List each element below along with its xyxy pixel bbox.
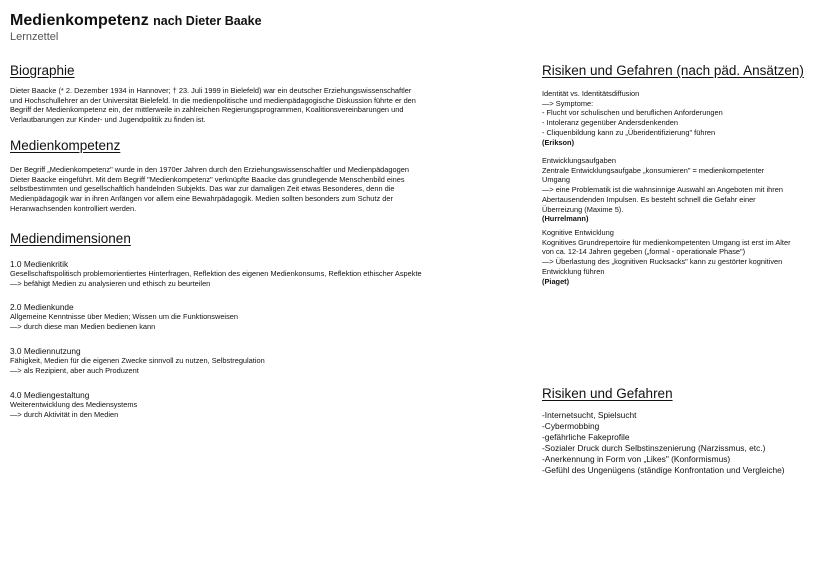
risk-block-line: —> Überlastung des „kognitiven Rucksacks" kann zu gestörter kognitiven (542, 257, 783, 267)
dimension-item (10, 346, 510, 375)
dimension-line: —> durch Aktivität in den Medien (10, 409, 119, 419)
heading-risiken: Risiken und Gefahren (542, 386, 673, 401)
heading-medienkompetenz: Medienkompetenz (10, 138, 121, 153)
risk-block-line: - Flucht vor schulischen und beruflichen Anforderungen (542, 108, 723, 118)
dimension-line: —> als Rezipient, aber auch Produzent (10, 365, 139, 375)
risk-block-author: (Hurrelmann) (542, 214, 589, 224)
list-item: -Anerkennung in Form von „Likes" (Konformismus) (542, 453, 731, 464)
risk-block-line: von ca. 12-14 Jahren gegeben („formal - operationale Phase") (542, 247, 746, 257)
risk-block-author: (Erikson) (542, 137, 575, 147)
list-item: -Internetsucht, Spielsucht (542, 410, 637, 420)
dimension-title: 4.0 Mediengestaltung (10, 390, 90, 400)
text-line: Heranwachsenden kontrolliert werden. (10, 203, 137, 213)
risk-block-piaget (542, 228, 824, 286)
text-line: selbstbestimmten und gesellschaftlich handelnden Subjekts. Das war zur damaligen Zeit etwas Besonderes, denn die (10, 184, 395, 194)
dimension-line: —> durch diese man Medien bedienen kann (10, 321, 156, 331)
dimension-title: 3.0 Mediennutzung (10, 346, 81, 356)
title-suffix: nach Dieter Baake (153, 14, 262, 28)
page-subtitle: Lernzettel (10, 31, 59, 43)
heading-biographie: Biographie (10, 63, 75, 78)
risiken-list (542, 410, 824, 475)
dimension-line: Gesellschaftspolitisch problemorientiertes Hinterfragen, Reflektion des eigenen Medienkonsums, Reflektion ethischer Aspekte (10, 269, 422, 278)
text-line: Verlautbarungen zur Kinder- und Jugendpolitik zu finden ist. (10, 115, 206, 125)
biographie-text (10, 86, 500, 125)
risk-block-line: Kognitives Grundrepertoire für medienkompetenten Umgang ist erst im Alter (542, 237, 791, 247)
risk-block-line: Entwicklung führen (542, 266, 605, 276)
text-line: Dieter Baacke (* 2. Dezember 1934 in Hannover; † 23. Juli 1999 in Bielefeld) war ein deutscher Erziehungswissenschaftler (10, 86, 412, 95)
dimension-line: —> befähigt Medien zu analysieren und ethisch zu beurteilen (10, 278, 211, 288)
risk-block-line: Zentrale Entwicklungsaufgabe „konsumieren" = medienkompetenter (542, 165, 765, 175)
dimension-item (10, 259, 510, 288)
text-line: Medienpädagogik war in ihren Anfängen vor allem eine Bewahrpädagogik. Medien sollten besonders zum Schutz der (10, 194, 393, 204)
dimension-item (10, 390, 510, 419)
dimension-item (10, 302, 510, 331)
risk-block-title: Identität vs. Identitätsdiffusion (542, 89, 640, 98)
risk-block-erikson (542, 89, 822, 147)
risk-block-hurrelmann (542, 156, 824, 224)
list-item: -Cybermobbing (542, 420, 600, 431)
list-item: -gefährliche Fakeprofile (542, 431, 630, 442)
page-title (10, 12, 262, 30)
text-line: Begriff der Medienkompetenz ein, der mittlerweile in zahlreichen Regierungsprogrammen, Koalitionsvereinbarungen und (10, 105, 404, 115)
risk-block-title: Kognitive Entwicklung (542, 228, 614, 237)
title-main: Medienkompetenz (10, 12, 149, 29)
text-line: und Hochschullehrer an der Universität Bielefeld. In die medienpolitische und medienpädagogische Diskussion führte er den (10, 95, 416, 105)
risk-block-line: —> eine Problematik ist die wahnsinnige Auswahl an Angeboten mit ihren (542, 185, 783, 195)
dimension-line: Fähigkeit, Medien für die eigenen Zwecke sinnvoll zu nutzen, Selbstregulation (10, 356, 265, 365)
heading-mediendimensionen: Mediendimensionen (10, 231, 131, 246)
text-line: Dieter Baacke eingeführt. Mit dem Begriff "Medienkompetenz" verknüpfte Baacke das grundlegende Menschenbild eines (10, 174, 405, 184)
risk-block-line: Umgang (542, 175, 570, 185)
risk-block-author: (Piaget) (542, 276, 570, 286)
dimension-line: Weiterentwicklung des Mediensystems (10, 400, 138, 409)
list-item: -Gefühl des Ungenügens (ständige Konfrontation und Vergleiche) (542, 464, 785, 475)
risk-block-line: - Cliquenbildung kann zu „Überidentifizierung" führen (542, 127, 716, 137)
heading-risiken-paed: Risiken und Gefahren (nach päd. Ansätzen) (542, 63, 804, 78)
dimension-line: Allgemeine Kenntnisse über Medien; Wissen um die Funktionsweisen (10, 312, 238, 321)
list-item: -Sozialer Druck durch Selbstinszenierung (Narzissmus, etc.) (542, 442, 766, 453)
dimension-title: 2.0 Medienkunde (10, 302, 74, 312)
medienkompetenz-text (10, 165, 500, 214)
risk-block-line: Abertausendenden Impulsen. Es besteht schnell die Gefahr einer (542, 194, 756, 204)
risk-block-line: Überreizung (Maxime 5). (542, 204, 624, 214)
dimension-title: 1.0 Medienkritik (10, 259, 69, 269)
risk-block-line: - Intoleranz gegenüber Andersdenkenden (542, 118, 679, 128)
text-line: Der Begriff „Medienkompetenz" wurde in den 1970er Jahren durch den Erziehungswissenschaftler und Medienpädagogen (10, 165, 409, 174)
risk-block-title: Entwicklungsaufgaben (542, 156, 616, 165)
risk-block-line: —> Symptome: (542, 98, 594, 108)
